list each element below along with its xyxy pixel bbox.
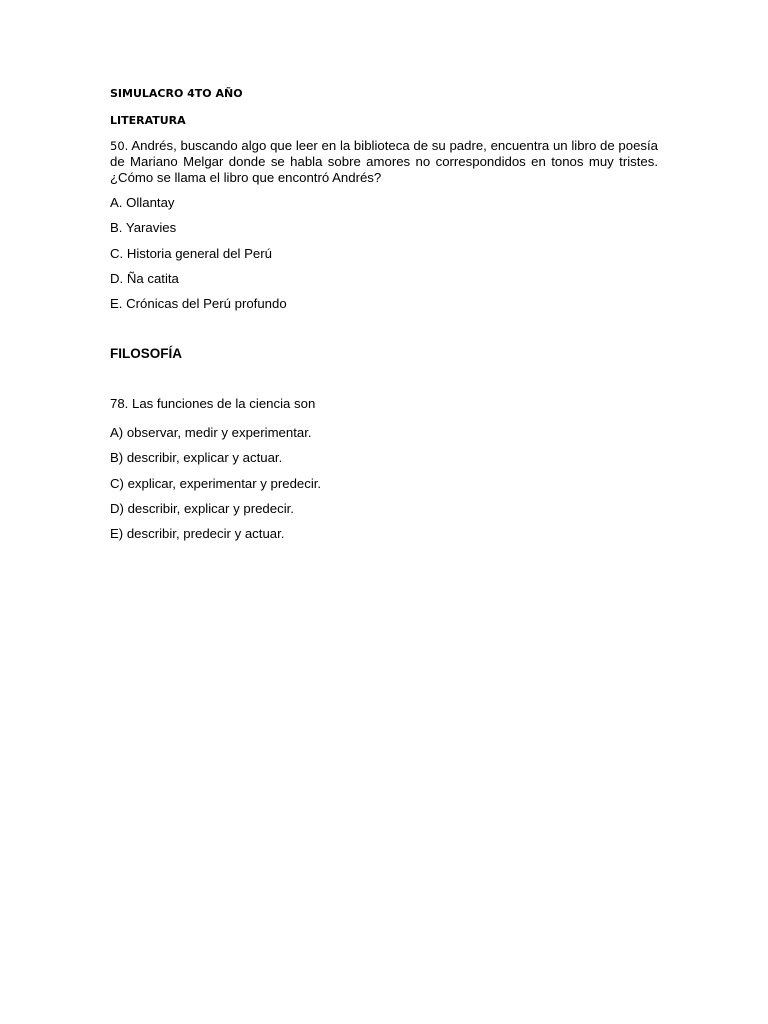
option-e: E. Crónicas del Perú profundo — [110, 295, 287, 311]
question-50-text: Andrés, buscando algo que leer en la biblioteca de su padre, encuentra un libro de poesía de Mariano Melgar donde se habla sobre amores no correspondidos en tonos muy tristes. ¿Cómo se llama el libro que encontró Andrés? — [110, 138, 659, 185]
option-a: A. Ollantay — [110, 195, 175, 211]
document-page — [110, 86, 658, 542]
question-50-options — [110, 195, 658, 312]
question-50-number: 50. — [110, 139, 129, 153]
option-c: C) explicar, experimentar y predecir. — [110, 475, 322, 491]
option-d: D. Ña catita — [110, 270, 179, 286]
exam-title: SIMULACRO 4TO AÑO — [110, 87, 243, 100]
option-e: E) describir, predecir y actuar. — [110, 525, 285, 541]
section-heading-filosofia: FILOSOFÍA — [110, 345, 182, 361]
option-c: C. Historia general del Perú — [110, 245, 272, 261]
option-b: B) describir, explicar y actuar. — [110, 450, 283, 466]
option-d: D) describir, explicar y predecir. — [110, 500, 294, 516]
option-a: A) observar, medir y experimentar. — [110, 425, 312, 441]
option-b: B. Yaravies — [110, 220, 177, 236]
section-heading-literatura: LITERATURA — [110, 114, 186, 127]
question-78-options — [110, 425, 658, 542]
question-78: 78. Las funciones de la ciencia son — [110, 395, 316, 411]
question-50 — [110, 138, 658, 186]
